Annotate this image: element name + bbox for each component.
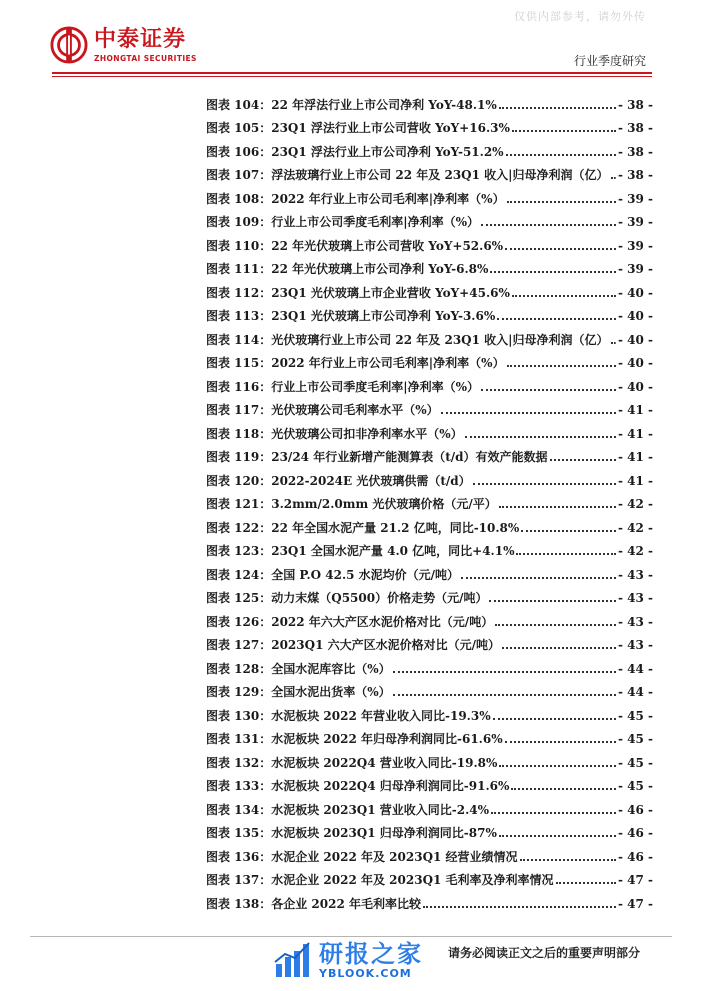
toc-entry-label: 图表 114： [206,332,272,347]
toc-entry-title: 水泥板块 2022Q4 营业收入同比-19.8% [271,755,498,770]
toc-leader-dots [499,765,616,767]
toc-leader-dots [505,741,616,743]
table-of-figures [206,88,653,911]
zhongtai-logo-icon [50,26,88,64]
toc-entry-title: 动力末煤（Q5500）价格走势（元/吨） [271,591,488,605]
toc-entry-title: 2022 年六大产区水泥价格对比（元/吨） [271,614,494,629]
toc-entry-title: 23Q1 全国水泥产量 4.0 亿吨，同比+4.1% [271,544,515,558]
toc-entry[interactable] [206,629,653,653]
toc-entry[interactable] [206,488,653,512]
logo-name-cn: 中泰证券 [94,26,187,52]
toc-entry-label: 图表 112： [206,285,272,300]
toc-entry-page: - 40 - [617,356,653,370]
toc-entry[interactable] [206,159,653,183]
toc-leader-dots [495,624,616,626]
toc-entry-label: 图表 110： [206,238,272,253]
toc-entry[interactable] [206,817,653,841]
toc-entry-label: 图表 138： [206,896,272,911]
toc-entry-title: 水泥板块 2022Q4 归母净利润同比-91.6% [271,779,510,793]
toc-entry[interactable] [206,464,653,488]
header-divider [52,72,652,74]
toc-entry-label: 图表 111： [206,262,272,276]
confidential-watermark: 仅供内部参考，请勿外传 [514,10,646,23]
toc-entry-page: - 38 - [617,121,653,135]
toc-entry-page: - 43 - [617,567,653,582]
footer-divider [30,936,672,937]
toc-leader-dots [505,248,616,250]
toc-entry[interactable] [206,394,653,418]
toc-entry[interactable] [206,887,653,911]
toc-leader-dots [489,600,616,602]
toc-entry-label: 图表 136： [206,849,272,864]
toc-entry-title: 水泥板块 2022 年营业收入同比-19.3% [271,708,491,723]
yblook-watermark [273,940,423,980]
toc-entry-label: 图表 134： [206,802,272,817]
watermark-name-en: YBLOOK.COM [319,966,412,980]
toc-leader-dots [499,835,616,837]
toc-entry-label: 图表 128： [206,661,272,676]
toc-entry[interactable] [206,323,653,347]
toc-entry-label: 图表 130： [206,708,272,723]
toc-entry-label: 图表 116： [206,379,272,394]
toc-entry-title: 2022 年行业上市公司毛利率|净利率（%） [271,356,505,370]
toc-entry-title: 水泥板块 2022 年归母净利润同比-61.6% [271,732,503,746]
toc-entry-page: - 41 - [617,473,653,488]
toc-entry-title: 行业上市公司季度毛利率|净利率（%） [271,215,480,229]
toc-entry-page: - 43 - [617,591,653,605]
toc-leader-dots [490,271,616,273]
toc-leader-dots [491,812,616,814]
toc-entry-title: 2022-2024E 光伏玻璃供需（t/d） [271,473,471,488]
watermark-name-cn: 研报之家 [319,939,423,968]
toc-entry-page: - 44 - [617,661,653,676]
toc-entry[interactable] [206,840,653,864]
toc-entry[interactable] [206,558,653,582]
toc-entry-title: 23Q1 光伏玻璃上市企业营收 YoY+45.6% [271,285,510,300]
toc-entry-page: - 39 - [617,262,653,276]
toc-entry-label: 图表 126： [206,614,272,629]
toc-entry[interactable] [206,864,653,888]
toc-entry-page: - 39 - [617,238,653,253]
toc-entry-title: 各企业 2022 年毛利率比较 [271,896,421,911]
toc-entry-label: 图表 106： [206,144,272,159]
toc-entry[interactable] [206,511,653,535]
company-logo [50,26,197,64]
toc-entry-page: - 39 - [617,191,653,206]
toc-entry-page: - 42 - [617,497,653,511]
toc-entry-page: - 46 - [617,826,653,840]
toc-entry-page: - 38 - [617,168,653,182]
toc-entry[interactable] [206,535,653,559]
toc-entry-title: 光伏玻璃公司扣非净利率水平（%） [271,426,463,441]
toc-entry-page: - 40 - [617,309,653,323]
toc-entry-title: 光伏玻璃公司毛利率水平（%） [271,403,439,417]
toc-leader-dots [550,459,616,461]
toc-leader-dots [507,201,616,203]
toc-entry-label: 图表 125： [206,591,272,605]
toc-leader-dots [423,906,616,908]
toc-entry-title: 水泥企业 2022 年及 2023Q1 经营业绩情况 [271,849,518,864]
toc-leader-dots [473,483,616,485]
toc-entry-title: 22 年光伏玻璃上市公司营收 YoY+52.6% [271,238,504,253]
toc-entry-page: - 46 - [617,849,653,864]
toc-entry-page: - 44 - [617,685,653,699]
toc-leader-dots [520,859,616,861]
toc-entry-title: 全国水泥库容比（%） [271,661,391,676]
toc-entry-page: - 45 - [617,779,653,793]
toc-leader-dots [521,530,616,532]
toc-leader-dots [506,154,616,156]
toc-entry-label: 图表 118： [206,426,272,441]
toc-entry-title: 水泥板块 2023Q1 归母净利润同比-87% [271,826,497,840]
toc-entry-title: 3.2mm/2.0mm 光伏玻璃价格（元/平） [271,497,497,511]
toc-entry-label: 图表 123： [206,544,272,558]
toc-leader-dots [502,647,616,649]
toc-entry[interactable] [206,276,653,300]
toc-entry-label: 图表 115： [206,356,272,370]
report-type: 行业季度研究 [573,54,646,68]
toc-entry[interactable] [206,135,653,159]
toc-leader-dots [556,882,616,884]
toc-entry[interactable] [206,723,653,747]
toc-entry-title: 水泥企业 2022 年及 2023Q1 毛利率及净利率情况 [271,873,554,887]
toc-leader-dots [499,107,616,109]
toc-entry-page: - 45 - [617,732,653,746]
toc-entry-title: 22 年浮法行业上市公司净利 YoY-48.1% [271,97,497,112]
toc-entry-page: - 41 - [617,450,653,464]
toc-entry[interactable] [206,112,653,136]
toc-entry-label: 图表 135： [206,826,272,840]
toc-entry-page: - 45 - [617,755,653,770]
toc-entry-label: 图表 122： [206,520,272,535]
toc-leader-dots [497,318,616,320]
toc-entry-page: - 43 - [617,614,653,629]
toc-entry-page: - 40 - [617,379,653,394]
toc-leader-dots [461,577,616,579]
toc-entry-label: 图表 109： [206,215,272,229]
toc-entry-title: 2023Q1 六大产区水泥价格对比（元/吨） [271,638,500,652]
toc-entry-label: 图表 107： [206,168,272,182]
toc-entry-title: 22 年全国水泥产量 21.2 亿吨，同比-10.8% [271,520,520,535]
bar-chart-logo-icon [273,940,313,980]
disclaimer-text: 请务必阅读正文之后的重要声明部分 [447,946,640,960]
toc-leader-dots [516,553,616,555]
toc-entry[interactable] [206,206,653,230]
toc-entry[interactable] [206,699,653,723]
toc-entry-title: 2022 年行业上市公司毛利率|净利率（%） [271,191,505,206]
toc-entry[interactable] [206,652,653,676]
toc-entry-title: 水泥板块 2023Q1 营业收入同比-2.4% [271,802,490,817]
toc-entry[interactable] [206,793,653,817]
toc-entry-label: 图表 133： [206,779,272,793]
toc-leader-dots [465,436,616,438]
toc-entry-page: - 45 - [617,708,653,723]
toc-entry-title: 全国水泥出货率（%） [271,685,391,699]
toc-entry-label: 图表 119： [206,450,272,464]
toc-entry-page: - 46 - [617,802,653,817]
toc-entry[interactable] [206,347,653,371]
toc-leader-dots [441,412,616,414]
toc-entry-page: - 41 - [617,403,653,417]
toc-entry[interactable] [206,582,653,606]
toc-entry[interactable] [206,370,653,394]
toc-entry-label: 图表 121： [206,497,272,511]
toc-leader-dots [511,788,616,790]
toc-entry-title: 23/24 年行业新增产能测算表（t/d）有效产能数据 [271,450,548,464]
toc-entry[interactable] [206,417,653,441]
toc-leader-dots [611,177,616,179]
toc-entry-page: - 43 - [617,638,653,652]
toc-entry-page: - 39 - [617,215,653,229]
toc-entry-label: 图表 132： [206,755,272,770]
toc-leader-dots [507,365,616,367]
header-divider-thin [52,76,652,77]
toc-leader-dots [499,506,616,508]
toc-entry-page: - 41 - [617,426,653,441]
toc-entry[interactable] [206,88,653,112]
toc-entry-page: - 40 - [617,332,653,347]
toc-entry-page: - 38 - [617,144,653,159]
toc-leader-dots [393,694,616,696]
logo-name-en: ZHONGTAI SECURITIES [94,53,197,63]
toc-entry-label: 图表 137： [206,873,272,887]
toc-entry-page: - 42 - [617,520,653,535]
toc-entry-label: 图表 120： [206,473,272,488]
toc-entry[interactable] [206,770,653,794]
toc-entry[interactable] [206,300,653,324]
toc-leader-dots [512,295,616,297]
toc-entry[interactable] [206,253,653,277]
toc-entry-label: 图表 127： [206,638,272,652]
toc-entry-title: 浮法玻璃行业上市公司 22 年及 23Q1 收入|归母净利润（亿） [271,168,609,182]
toc-entry[interactable] [206,441,653,465]
toc-entry-label: 图表 117： [206,403,272,417]
toc-entry-label: 图表 105： [206,121,272,135]
toc-entry[interactable] [206,746,653,770]
toc-entry-label: 图表 108： [206,191,272,206]
toc-entry[interactable] [206,182,653,206]
toc-entry-label: 图表 129： [206,685,272,699]
toc-entry-title: 23Q1 浮法行业上市公司营收 YoY+16.3% [271,121,510,135]
toc-leader-dots [481,389,616,391]
toc-leader-dots [512,130,616,132]
toc-entry[interactable] [206,676,653,700]
toc-entry-page: - 42 - [617,544,653,558]
toc-entry-title: 22 年光伏玻璃上市公司净利 YoY-6.8% [271,262,489,276]
toc-leader-dots [481,224,616,226]
toc-entry[interactable] [206,229,653,253]
toc-leader-dots [493,718,616,720]
toc-entry-page: - 47 - [617,896,653,911]
toc-entry-label: 图表 104： [206,97,272,112]
toc-entry-label: 图表 131： [206,732,272,746]
toc-entry-label: 图表 113： [206,309,272,323]
toc-entry-title: 23Q1 浮法行业上市公司净利 YoY-51.2% [271,144,504,159]
toc-entry-page: - 40 - [617,285,653,300]
toc-entry[interactable] [206,605,653,629]
toc-entry-title: 光伏玻璃行业上市公司 22 年及 23Q1 收入|归母净利润（亿） [271,332,609,347]
toc-leader-dots [393,671,616,673]
toc-leader-dots [611,342,616,344]
toc-entry-page: - 47 - [617,873,653,887]
toc-entry-label: 图表 124： [206,567,272,582]
toc-entry-title: 行业上市公司季度毛利率|净利率（%） [271,379,480,394]
toc-entry-title: 全国 P.O 42.5 水泥均价（元/吨） [271,567,460,582]
toc-entry-title: 23Q1 光伏玻璃上市公司净利 YoY-3.6% [271,309,496,323]
toc-entry-page: - 38 - [617,97,653,112]
